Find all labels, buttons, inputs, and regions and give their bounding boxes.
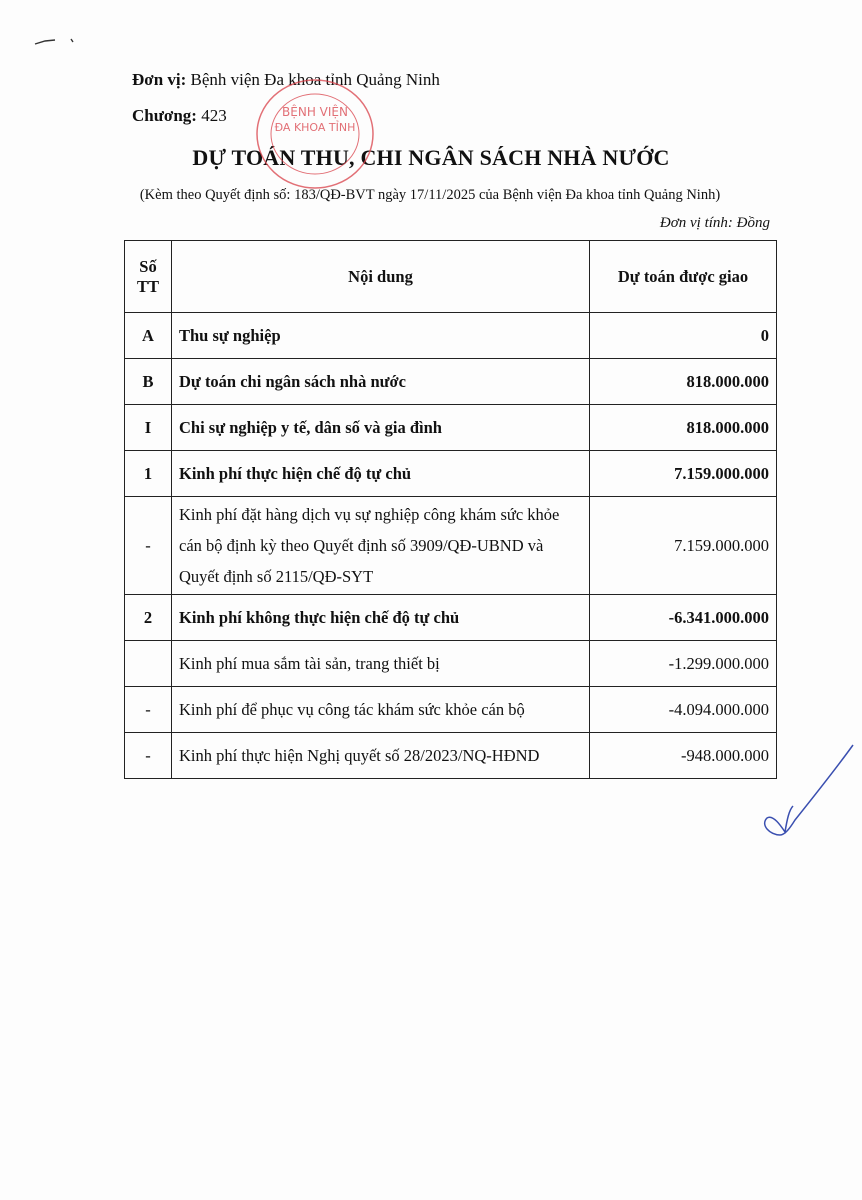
- row-amount: 0: [590, 313, 777, 359]
- row-no: B: [125, 359, 172, 405]
- row-no: A: [125, 313, 172, 359]
- row-content: Kinh phí để phục vụ công tác khám sức khỏe cán bộ: [172, 687, 590, 733]
- header-no: Số TT: [125, 241, 172, 313]
- row-no: [125, 641, 172, 687]
- row-content: Chi sự nghiệp y tế, dân số và gia đình: [172, 405, 590, 451]
- table-header-row: [125, 241, 777, 313]
- header-content: Nội dung: [172, 241, 590, 313]
- row-content: Kinh phí đặt hàng dịch vụ sự nghiệp công khám sức khỏe cán bộ định kỳ theo Quyết định số 3909/QĐ-UBND và Quyết định số 2115/QĐ-SYT: [172, 497, 590, 595]
- row-no: I: [125, 405, 172, 451]
- table-row: [125, 641, 777, 687]
- row-content: Thu sự nghiệp: [172, 313, 590, 359]
- row-no: -: [125, 687, 172, 733]
- row-amount: 818.000.000: [590, 405, 777, 451]
- table-row: [125, 359, 777, 405]
- row-amount: -4.094.000.000: [590, 687, 777, 733]
- row-content: Kinh phí thực hiện chế độ tự chủ: [172, 451, 590, 497]
- row-content: Kinh phí thực hiện Nghị quyết số 28/2023/NQ-HĐND: [172, 733, 590, 779]
- row-amount: -1.299.000.000: [590, 641, 777, 687]
- row-amount: -948.000.000: [590, 733, 777, 779]
- document-title: DỰ TOÁN THU, CHI NGÂN SÁCH NHÀ NƯỚC: [192, 145, 670, 170]
- currency-unit: Đơn vị tính: Đồng: [659, 215, 770, 231]
- stamp-text-1: BỆNH VIỆN: [282, 105, 348, 119]
- row-no: -: [125, 733, 172, 779]
- table-row: [125, 313, 777, 359]
- unit-label: Đơn vị:: [132, 70, 187, 89]
- row-content: Kinh phí không thực hiện chế độ tự chủ: [172, 595, 590, 641]
- stamp-text-2: ĐA KHOA TỈNH: [274, 121, 356, 134]
- row-amount: -6.341.000.000: [590, 595, 777, 641]
- table-row: [125, 687, 777, 733]
- table-row: [125, 451, 777, 497]
- hospital-stamp: [250, 76, 380, 196]
- table-row: [125, 405, 777, 451]
- chapter-line: [132, 106, 227, 126]
- table-row: [125, 497, 777, 595]
- table-row: [125, 733, 777, 779]
- row-no: 1: [125, 451, 172, 497]
- row-no: -: [125, 497, 172, 595]
- row-content: Kinh phí mua sắm tài sản, trang thiết bị: [172, 641, 590, 687]
- document-subtitle: (Kèm theo Quyết định số: 183/QĐ-BVT ngày 17/11/2025 của Bệnh viện Đa khoa tỉnh Quảng Ninh): [139, 187, 721, 203]
- row-amount: 818.000.000: [590, 359, 777, 405]
- scan-mark: [33, 36, 83, 48]
- row-amount: 7.159.000.000: [590, 451, 777, 497]
- chapter-value: 423: [201, 106, 227, 125]
- row-no: 2: [125, 595, 172, 641]
- signature: [755, 740, 855, 840]
- unit-value: Bệnh viện Đa khoa tỉnh Quảng Ninh: [190, 70, 440, 89]
- row-amount: 7.159.000.000: [590, 497, 777, 595]
- budget-table: [124, 240, 777, 779]
- row-content: Dự toán chi ngân sách nhà nước: [172, 359, 590, 405]
- chapter-label: Chương:: [132, 106, 197, 125]
- table-row: [125, 595, 777, 641]
- header-amount: Dự toán được giao: [590, 241, 777, 313]
